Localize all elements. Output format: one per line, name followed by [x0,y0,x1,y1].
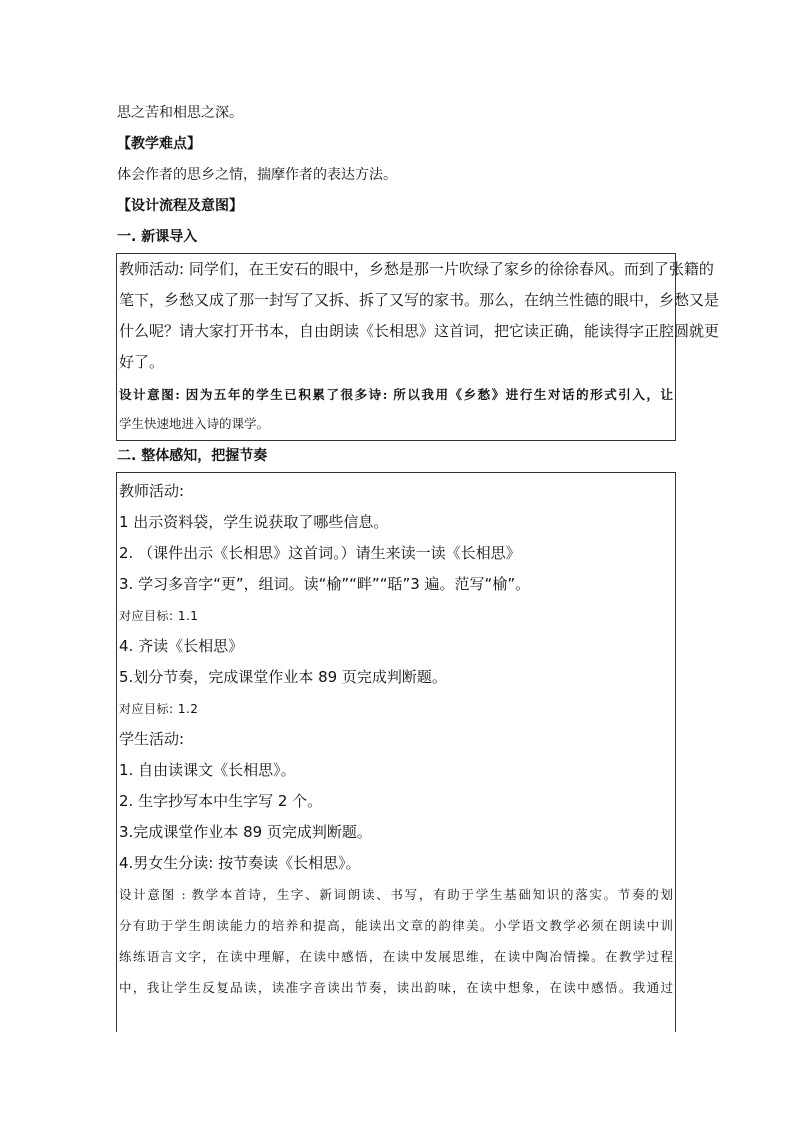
section2-box [116,472,676,1032]
difficulty-text: 体会作者的思乡之情，揣摩作者的表达方法。 [117,167,397,183]
section2-line: 3.完成课堂作业本 89 页完成判断题。 [119,823,372,841]
section1-line: 笔下，乡愁又成了那一封写了又拆、拆了又写的家书。那么，在纳兰性德的眼中，乡愁又是 [119,291,720,309]
section1-line: 教师活动: 同学们，在王安石的眼中，乡愁是那一片吹绿了家乡的徐徐春风。而到了张籍的 [119,260,714,278]
section2-line: 5.划分节奏，完成课堂作业本 89 页完成判断题。 [119,668,447,686]
section1-box [116,253,720,441]
section1-line: 什么呢？请大家打开书本，自由朗读《长相思》这首词，把它读正确，能读得字正腔圆就更 [119,322,720,340]
section2-line: 1 出示资料袋，学生说获取了哪些信息。 [119,513,389,531]
intro-line: 思之苦和相思之深。 [117,105,243,121]
section2-line: 2. 生字抄写本中生字写 2 个。 [119,792,323,810]
section2-design-note: 设计意图 : 教学本首诗，生字、新词朗读、书写，有助于学生基础知识的落实。节奏的划 [119,887,673,902]
section2-line: 3. 学习多音字“更”，组词。读“榆”“畔”“聒”3 遍。范写“榆”。 [119,575,531,593]
section1-heading: 一. 新课导入 [117,229,198,245]
section1-design-note: 学生快速地进入诗的课学。 [119,416,270,431]
section2-line: 1. 自由读课文《长相思》。 [119,761,296,779]
section2-line: 学生活动: [119,730,185,748]
difficulty-heading: 【教学难点】 [117,136,201,152]
section2-line: 4.男女生分读: 按节奏读《长相思》。 [119,854,361,872]
section2-line: 2. （课件出示《长相思》这首词。）请生来读一读《长相思》 [119,544,521,562]
section2-design-note: 分有助于学生朗读能力的培养和提高，能读出文章的韵律美。小学语文教学必须在朗读中训 [119,918,673,933]
section2-heading: 二. 整体感知，把握节奏 [117,448,268,464]
target-note: 对应目标: 1.1 [119,609,199,623]
section2-design-note: 练练语言文字，在读中理解，在读中感悟，在读中发展思维，在读中陶冶情操。在教学过程 [119,949,673,964]
target-note: 对应目标: 1.2 [119,702,199,716]
section2-line: 教师活动: [119,482,185,500]
section1-design-note: 设计意图: 因为五年的学生已积累了很多诗: 所以我用《乡愁》进行生对话的形式引入，让 [119,387,673,402]
flow-heading: 【设计流程及意图】 [117,198,243,214]
section2-design-note: 中，我让学生反复品读，读准字音读出节奏，读出韵味，在读中想象，在读中感悟。我通过 [119,980,673,995]
section1-line: 好了。 [119,353,165,371]
section2-line: 4. 齐读《长相思》 [119,637,244,655]
